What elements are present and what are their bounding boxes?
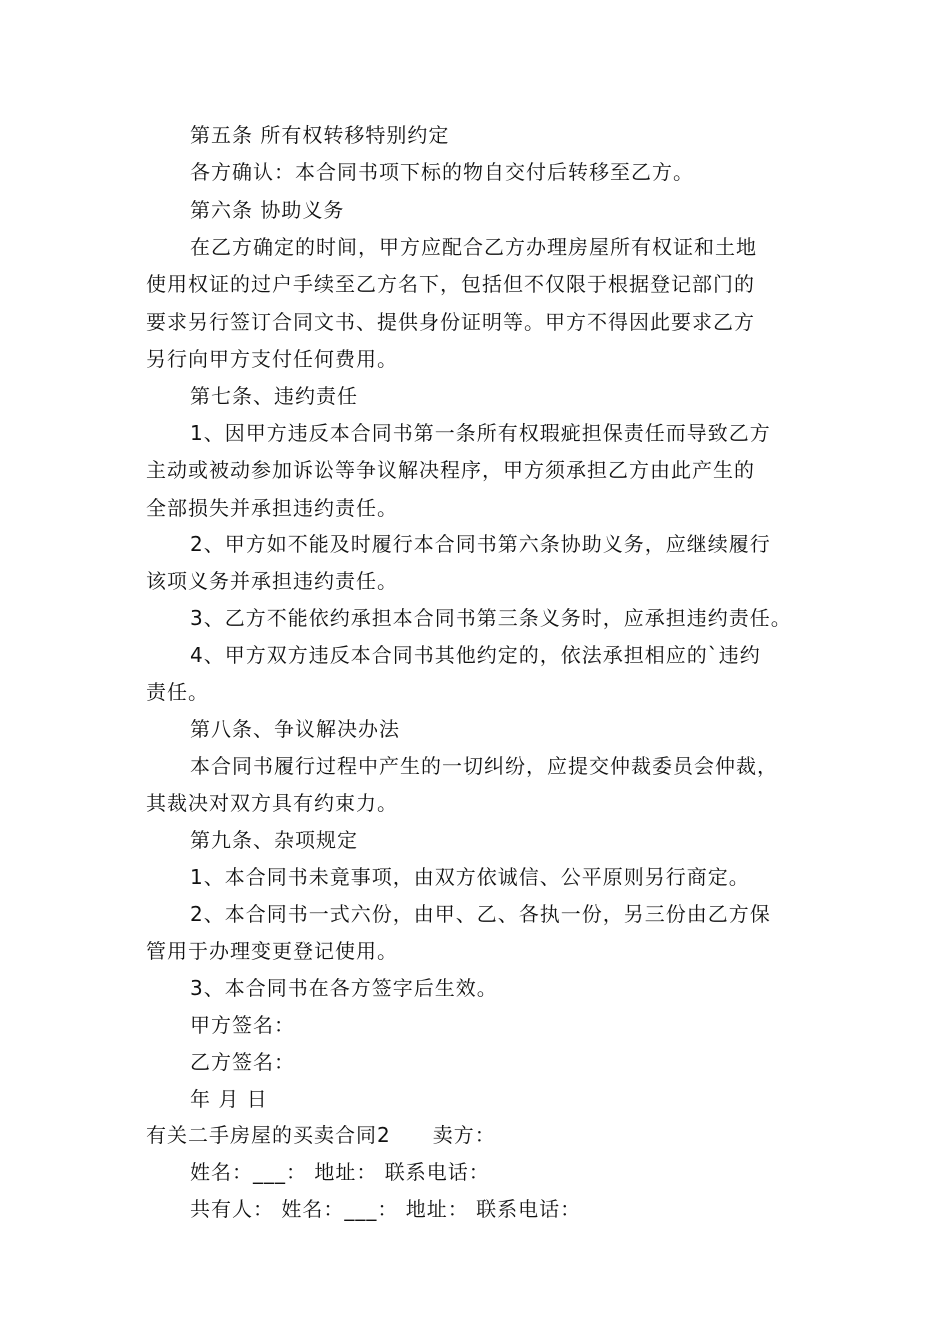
paragraph-line: 全部损失并承担违约责任。 (146, 496, 398, 520)
article-5-heading: 第五条 所有权转移特别约定 (190, 123, 450, 147)
paragraph-line: 责任。 (146, 680, 209, 704)
paragraph-line: 2、甲方如不能及时履行本合同书第六条协助义务，应继续履行 (190, 532, 771, 556)
paragraph-line: 主动或被动参加诉讼等争议解决程序，甲方须承担乙方由此产生的 (146, 458, 755, 482)
paragraph-line: 1、因甲方违反本合同书第一条所有权瑕疵担保责任而导致乙方 (190, 421, 771, 445)
paragraph-line: 要求另行签订合同文书、提供身份证明等。甲方不得因此要求乙方 (146, 310, 755, 334)
paragraph-line: 其裁决对双方具有约束力。 (146, 791, 398, 815)
paragraph-line: 本合同书履行过程中产生的一切纠纷，应提交仲裁委员会仲裁， (190, 754, 778, 778)
seller-info-line: 姓名：___： 地址： 联系电话： (190, 1160, 490, 1184)
contract-2-title: 有关二手房屋的买卖合同2 卖方： (146, 1123, 496, 1147)
paragraph-line: 各方确认：本合同书项下标的物自交付后转移至乙方。 (190, 160, 694, 184)
article-7-heading: 第七条、违约责任 (190, 384, 358, 408)
article-6-heading: 第六条 协助义务 (190, 198, 345, 222)
paragraph-line: 1、本合同书未竟事项，由双方依诚信、公平原则另行商定。 (190, 865, 750, 889)
paragraph-line: 2、本合同书一式六份，由甲、乙、各执一份，另三份由乙方保 (190, 902, 771, 926)
article-9-heading: 第九条、杂项规定 (190, 828, 358, 852)
paragraph-line: 在乙方确定的时间，甲方应配合乙方办理房屋所有权证和土地 (190, 235, 757, 259)
article-8-heading: 第八条、争议解决办法 (190, 717, 400, 741)
paragraph-line: 使用权证的过户手续至乙方名下，包括但不仅限于根据登记部门的 (146, 272, 755, 296)
party-a-signature: 甲方签名： (190, 1013, 295, 1037)
date-line: 年 月 日 (190, 1087, 268, 1111)
paragraph-line: 管用于办理变更登记使用。 (146, 939, 398, 963)
paragraph-line: 该项义务并承担违约责任。 (146, 569, 398, 593)
co-owner-info-line: 共有人： 姓名：___： 地址： 联系电话： (190, 1197, 582, 1221)
paragraph-line: 另行向甲方支付任何费用。 (146, 347, 398, 371)
paragraph-line: 4、甲方双方违反本合同书其他约定的，依法承担相应的`违约 (190, 643, 761, 667)
paragraph-line: 3、本合同书在各方签字后生效。 (190, 976, 498, 1000)
party-b-signature: 乙方签名： (190, 1050, 295, 1074)
paragraph-line: 3、乙方不能依约承担本合同书第三条义务时，应承担违约责任。 (190, 606, 792, 630)
